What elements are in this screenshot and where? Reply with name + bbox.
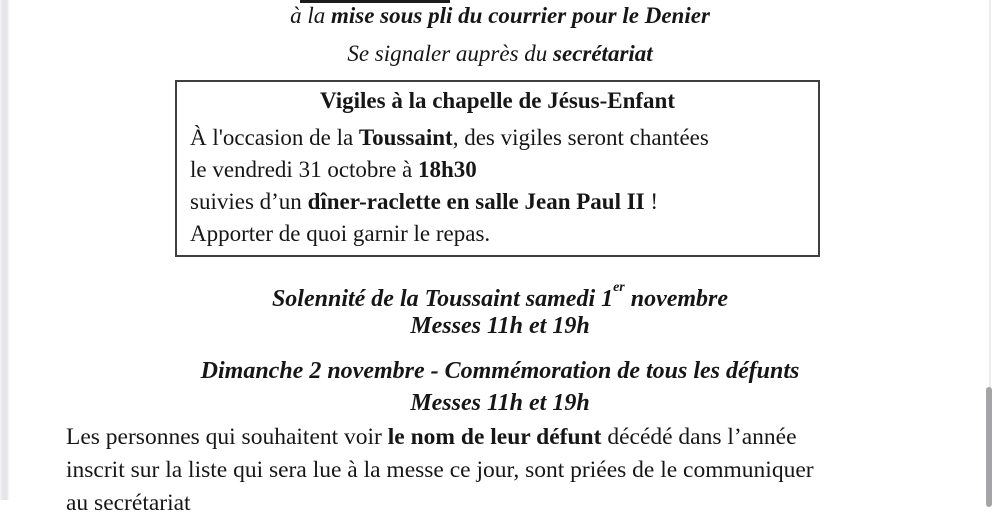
denier-mailing-notice-line: à la mise sous pli du courrier pour le Denier xyxy=(290,3,710,28)
toussaint-masses-times: Messes 11h et 19h xyxy=(410,313,590,339)
paragraph-line-3-cropped: au secrétariat xyxy=(66,490,191,516)
paragraph-line-1: Les personnes qui souhaitent voir le nom de leur défunt décédé dans l’année xyxy=(66,424,797,450)
defunt-names-paragraph xyxy=(66,421,934,520)
vigiles-announcement-box xyxy=(175,80,820,257)
toussaint-solemnity-title: Solennité de la Toussaint samedi 1er novembre xyxy=(271,279,729,312)
scrollbar-thumb[interactable] xyxy=(986,387,992,507)
defunts-commemoration-title: Dimanche 2 novembre - Commémoration de tous les défunts xyxy=(200,358,800,384)
vigiles-box-line-repas: Apporter de quoi garnir le repas. xyxy=(190,221,491,246)
paragraph-line-2: inscrit sur la liste qui sera lue à la messe ce jour, sont priées de le communiquer xyxy=(66,457,814,483)
vigiles-box-line-occasion: À l'occasion de la Toussaint, des vigiles seront chantées xyxy=(190,125,709,150)
vigiles-box-title: Vigiles à la chapelle de Jésus-Enfant xyxy=(319,88,676,113)
vigiles-box-body xyxy=(177,115,818,250)
page-left-edge-shading xyxy=(0,0,11,500)
vigiles-box-line-diner: suivies d’un dîner-raclette en salle Jean Paul II ! xyxy=(190,189,659,214)
signal-secretariat-line: Se signaler auprès du secrétariat xyxy=(347,41,653,66)
defunts-masses-times: Messes 11h et 19h xyxy=(410,390,590,416)
vigiles-box-line-date: le vendredi 31 octobre à 18h30 xyxy=(190,157,477,182)
